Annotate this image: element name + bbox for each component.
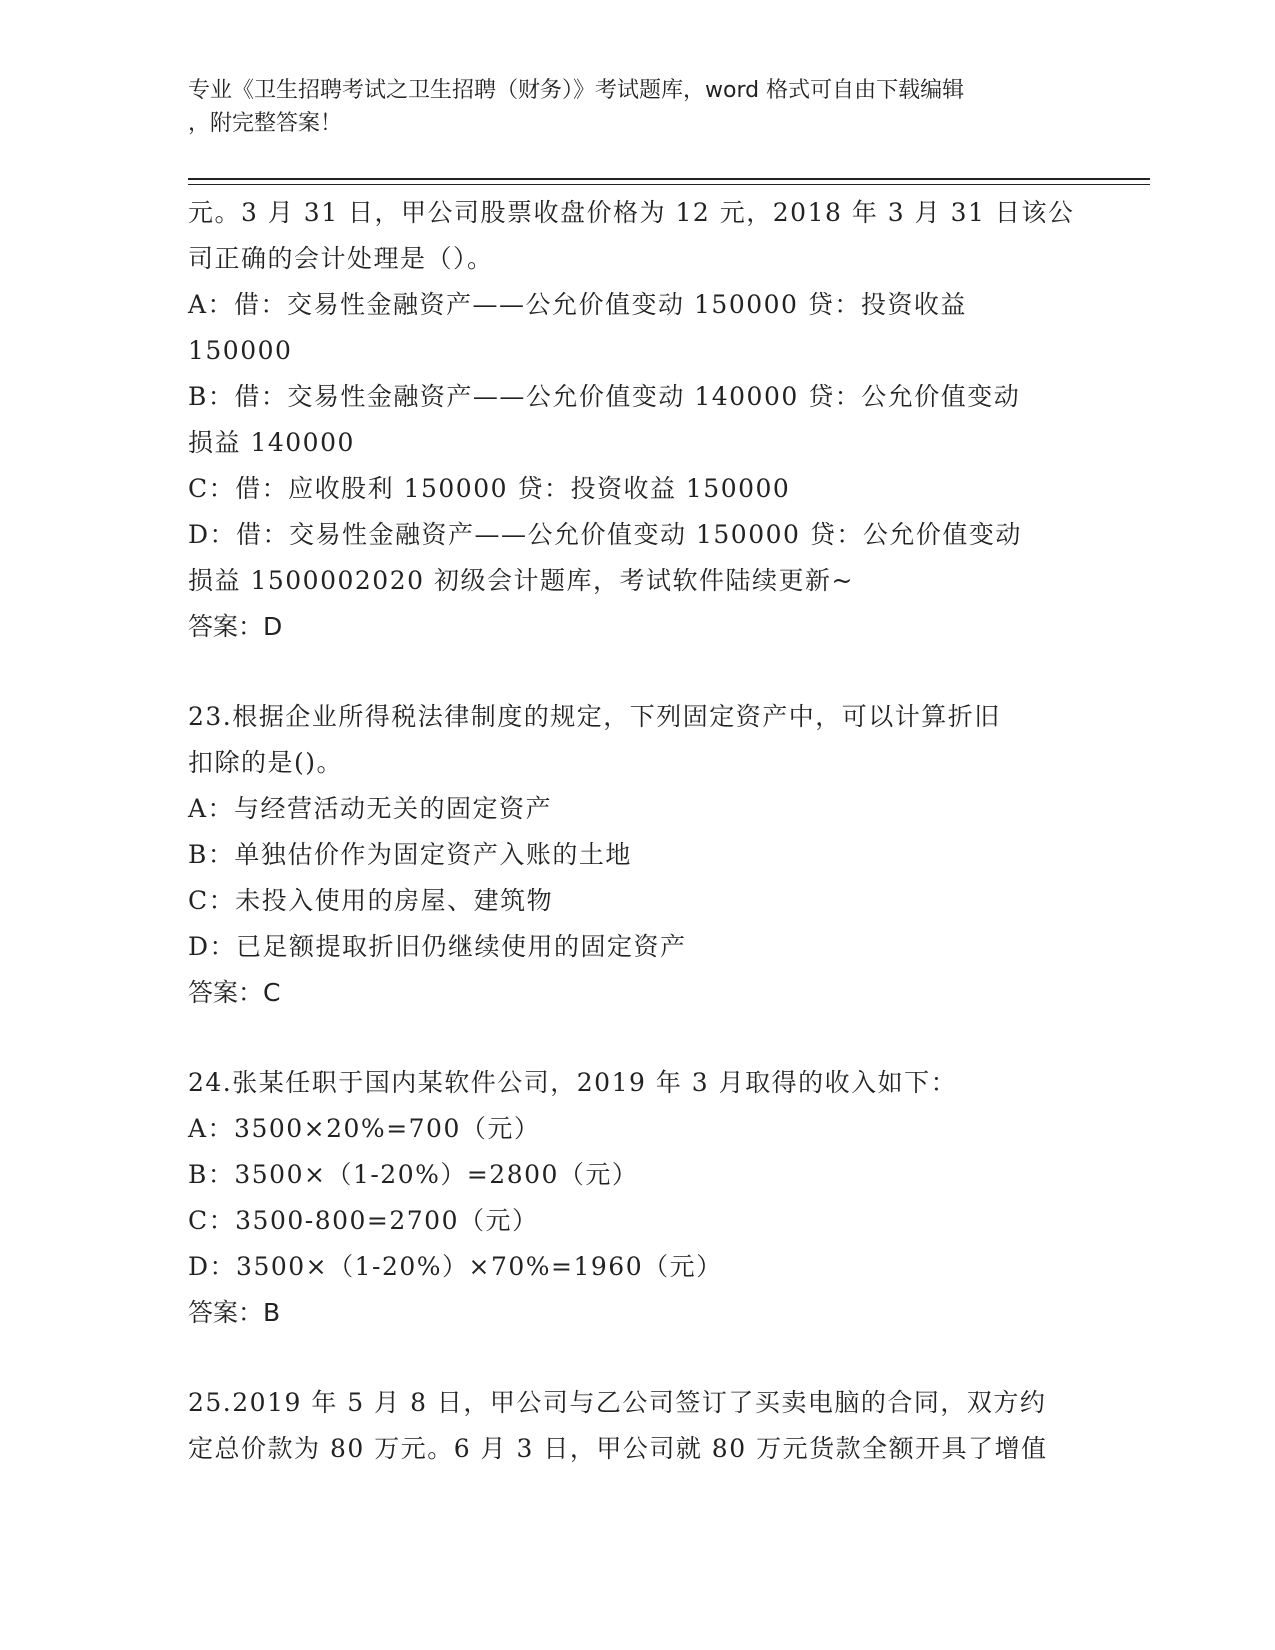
answer-label: 答案：B [188,1298,281,1327]
question-spacer [188,650,1088,694]
answer-label: 答案：C [188,978,281,1007]
option-c: C：借：应收股利 150000 贷：投资收益 150000 [188,474,791,503]
option-a: A：借：交易性金融资产——公允价值变动 150000 贷：投资收益 [188,290,967,319]
question-24 [188,1060,1088,1336]
option-d: D：已足额提取折旧仍继续使用的固定资产 [188,932,687,961]
option-d: D：3500×（1-20%）×70%=1960（元） [188,1252,723,1281]
answer-label: 答案：D [188,612,283,641]
question-25 [188,1380,1088,1472]
document-header [188,74,1068,140]
option-b: B：借：交易性金融资产——公允价值变动 140000 贷：公允价值变动 [188,382,1021,411]
document-body [188,190,1088,1472]
question-spacer [188,1016,1088,1060]
option-c: C：未投入使用的房屋、建筑物 [188,886,554,915]
option-a: A：3500×20%=700（元） [188,1114,541,1143]
option-a: A：与经营活动无关的固定资产 [188,794,553,823]
option-b: B：3500×（1-20%）=2800（元） [188,1160,639,1189]
question-stem-line: 司正确的会计处理是（）。 [188,244,494,273]
question-stem-line: 定总价款为 80 万元。6 月 3 日，甲公司就 80 万元货款全额开具了增值 [188,1434,1048,1463]
question-stem-line: 25.2019 年 5 月 8 日，甲公司与乙公司签订了买卖电脑的合同，双方约 [188,1388,1047,1417]
question-23 [188,694,1088,1016]
header-divider-thin [188,184,1150,185]
option-d-continued: 损益 1500002020 初级会计题库，考试软件陆续更新~ [188,566,854,595]
option-d: D：借：交易性金融资产——公允价值变动 150000 贷：公允价值变动 [188,520,1022,549]
question-stem-line: 扣除的是()。 [188,748,344,777]
question-stem-line: 元。3 月 31 日，甲公司股票收盘价格为 12 元，2018 年 3 月 31 日该公 [188,198,1075,227]
question-stem-line: 23.根据企业所得税法律制度的规定，下列固定资产中，可以计算折旧 [188,702,1001,731]
question-spacer [188,1336,1088,1380]
option-b-continued: 损益 140000 [188,428,355,457]
question-22 [188,190,1088,650]
option-a-continued: 150000 [188,336,293,365]
header-divider-thick [188,178,1150,180]
header-line-2: ，附完整答案！ [188,111,343,136]
header-line-1: 专业《卫生招聘考试之卫生招聘（财务）》考试题库，word 格式可自由下载编辑 [188,78,965,103]
option-b: B：单独估价作为固定资产入账的土地 [188,840,632,869]
question-stem-line: 24.张某任职于国内某软件公司，2019 年 3 月取得的收入如下： [188,1068,958,1097]
option-c: C：3500-800=2700（元） [188,1206,539,1235]
